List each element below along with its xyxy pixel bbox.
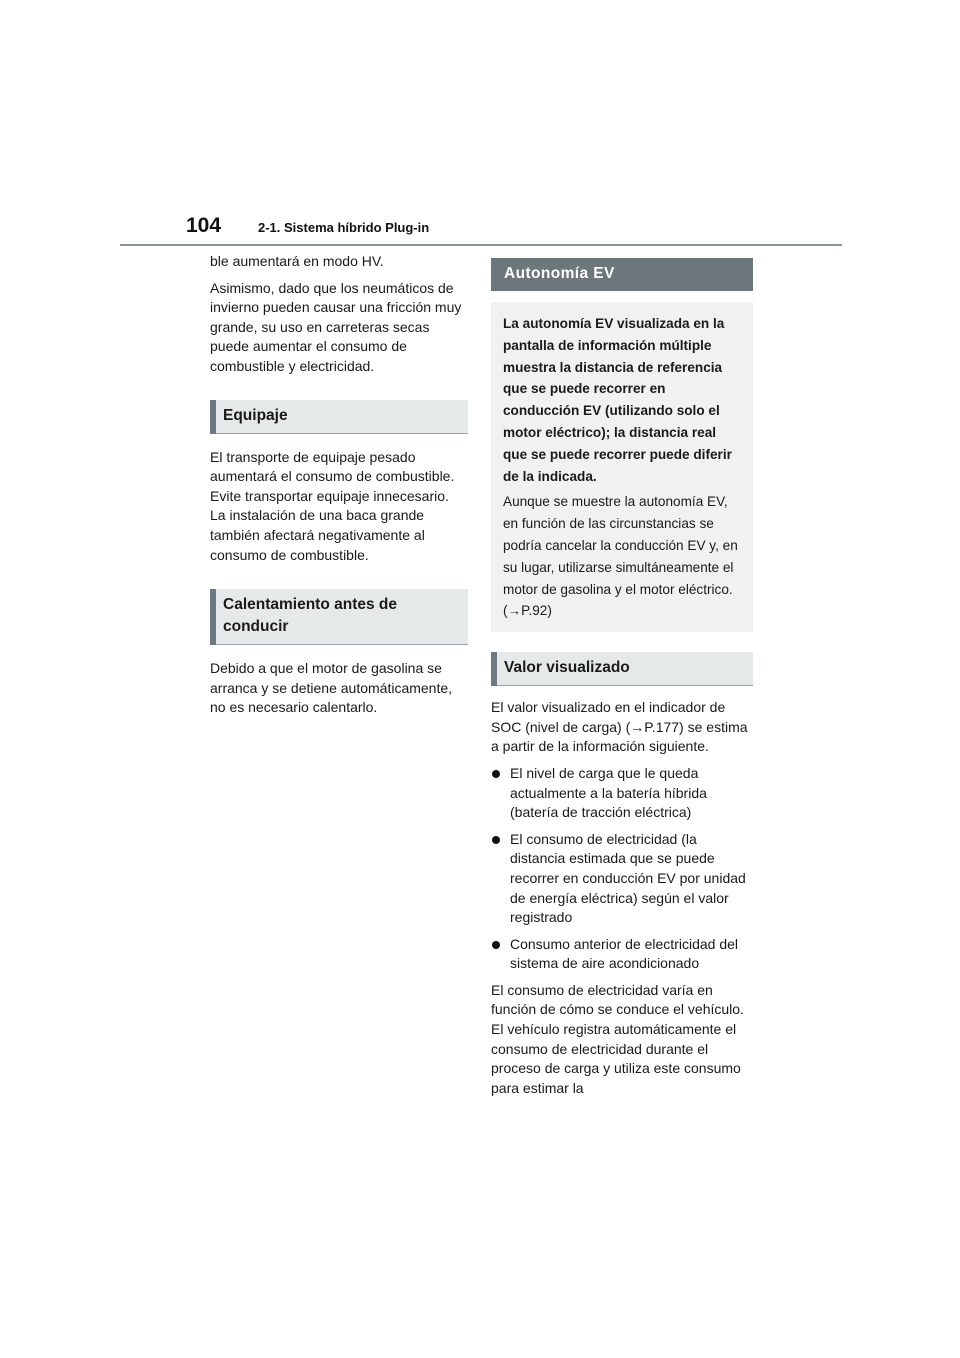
- paragraph-winter-tires: Asimismo, dado que los neumáticos de invierno pueden causar una fricción muy grande, su uso en carreteras secas puede aumentar el consumo de combustible y electricidad.: [210, 279, 462, 374]
- list-item: El nivel de carga que le queda actualmente a la batería híbrida (batería de tracción eléctrica): [491, 764, 753, 823]
- list-item: Consumo anterior de electricidad del sistema de aire acondicionado: [491, 935, 753, 974]
- left-column: [210, 252, 468, 718]
- paragraph-calentamiento: Debido a que el motor de gasolina se arranca y se detiene automáticamente, no es necesario calentarlo.: [210, 660, 453, 716]
- paragraph-equipaje: El transporte de equipaje pesado aumentará el consumo de combustible. Evite transportar equipaje innecesario. La instalación de una baca grande también afectará negativamente al consumo de combustible.: [210, 448, 455, 563]
- note-body-text: Aunque se muestre la autonomía EV, en función de las circunstancias se podría cancelar la conducción EV y, en su lugar, utilizarse simultáneamente el motor de gasolina y el motor eléctrico. (→P.92): [503, 494, 738, 619]
- chapter-title: 2-1. Sistema híbrido Plug-in: [258, 220, 430, 235]
- section-heading-calentamiento: Calentamiento antes de conducir: [210, 589, 468, 645]
- paragraph-consumo: El consumo de electricidad varía en función de cómo se conduce el vehículo. El vehículo registra automáticamente el consumo de electricidad durante el proceso de carga y utiliza este consumo para estimar la: [491, 981, 744, 1096]
- section-heading-autonomia-ev: Autonomía EV: [491, 258, 753, 291]
- paragraph-continuation: ble aumentará en modo HV.: [210, 253, 384, 269]
- section-heading-valor-visualizado: Valor visualizado: [491, 652, 753, 686]
- paragraph-valor-intro: El valor visualizado en el indicador de SOC (nivel de carga) (→P.177) se estima a partir de la información siguiente.: [491, 699, 748, 755]
- section-heading-equipaje: Equipaje: [210, 400, 468, 434]
- info-note-box: [491, 302, 753, 632]
- note-bold-text: La autonomía EV visualizada en la pantalla de información múltiple muestra la distancia de referencia que se puede recorrer en conducción EV (utilizando solo el motor eléctrico); la distancia real que se puede recorrer puede diferir de la indicada.: [503, 316, 732, 484]
- page-number: 104: [186, 214, 222, 237]
- right-column: [491, 252, 753, 1098]
- list-item: El consumo de electricidad (la distancia estimada que se puede recorrer en conducción EV por unidad de energía eléctrica) según el valor registrado: [491, 830, 753, 928]
- header-divider: [120, 244, 842, 246]
